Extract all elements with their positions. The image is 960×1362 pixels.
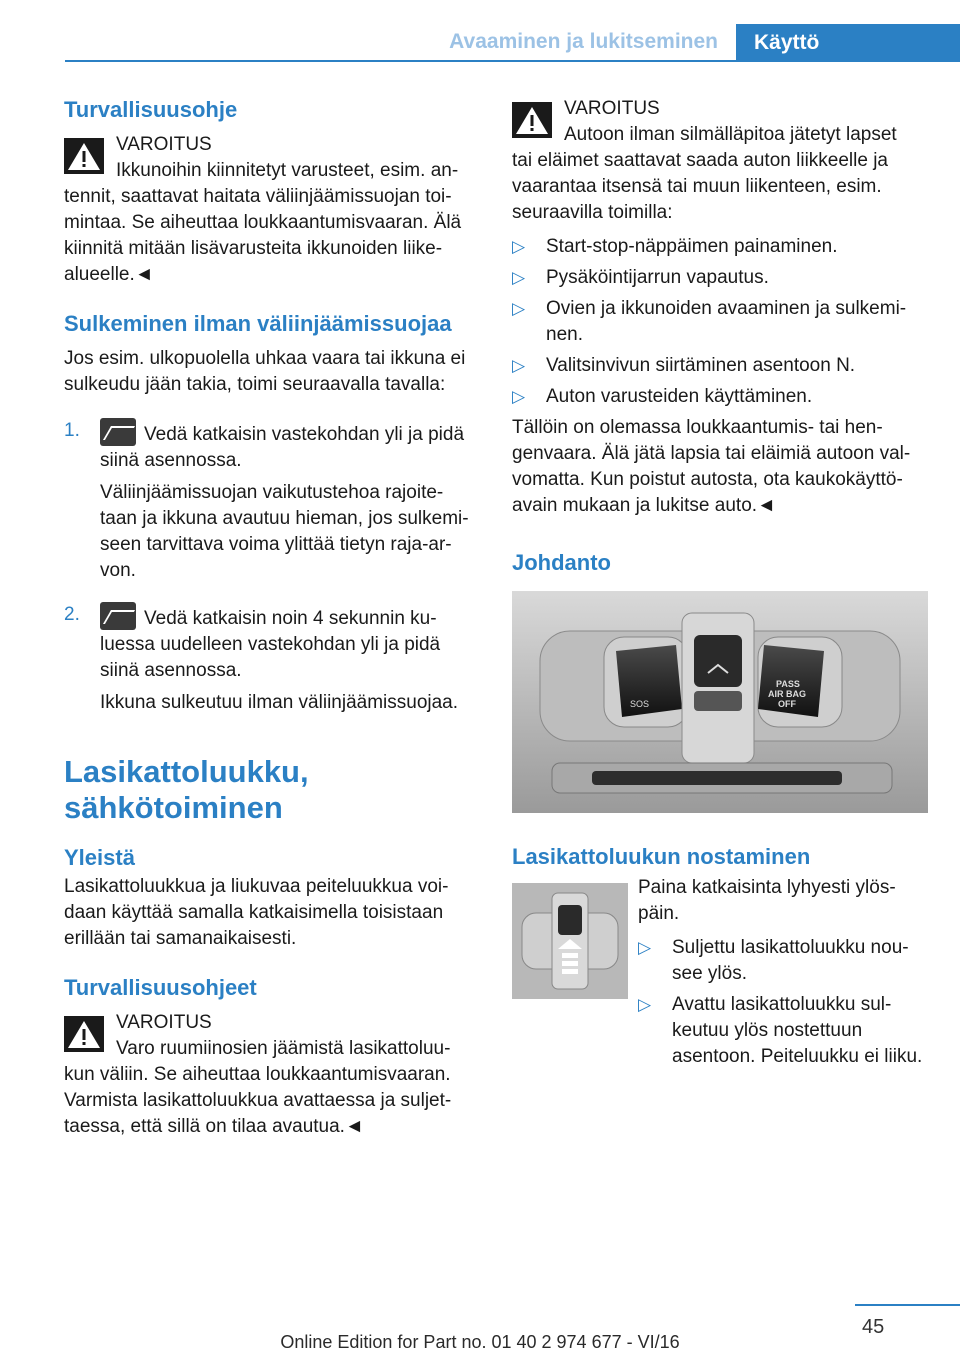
intro-heading: Johdanto xyxy=(512,550,611,575)
window-switch-icon xyxy=(100,602,136,630)
safety-heading-2: Turvallisuusohjeet xyxy=(64,975,257,1000)
warning-text-first-line: Autoon ilman silmälläpitoa jätetyt lapset xyxy=(564,124,897,145)
warning-label: VAROITUS xyxy=(116,1012,212,1033)
warning-text: tennit, saattavat haitata väliinjäämissuojan toi-mintaa. Se aiheuttaa loukkaantumisvaaran. Älä kiinnitä mitään lisävarusteita ikkunoiden liike-alueelle.◄ xyxy=(64,186,462,285)
safety-heading: Turvallisuusohje xyxy=(64,97,238,122)
list-item xyxy=(638,992,928,1070)
warning-label: VAROITUS xyxy=(116,134,212,155)
step-note: Ikkuna sulkeutuu ilman väliinjäämissuojaa. xyxy=(100,692,459,713)
step-note: Väliinjäämissuojan vaikutustehoa rajoite-taan ja ikkuna avautuu hieman, jos sulkemi-seen tarvittava voima ylittää tietyn raja-ar-von. xyxy=(100,482,469,581)
list-item xyxy=(512,265,928,291)
warning-text-first-line: Varo ruumiinosien jäämistä lasikattoluu- xyxy=(116,1038,451,1059)
list-item-text: Suljettu lasikattoluukku nou-see ylös. xyxy=(672,937,909,984)
bullet-triangle-icon: ▷ xyxy=(512,268,526,287)
bullet-triangle-icon: ▷ xyxy=(638,995,652,1014)
step-1 xyxy=(64,418,480,584)
warning-triangle-icon xyxy=(64,138,104,174)
chapter-heading-line-1: Lasikattoluukku, xyxy=(64,754,309,789)
passenger-airbag-label-2: AIR BAG xyxy=(768,689,806,699)
warning-text: tai eläimet saattavat saada auton liikkeelle ja vaarantaa itsensä tai muun liikenteen, esim. seuraavilla toimilla: xyxy=(512,150,889,223)
warning-box xyxy=(64,1010,480,1140)
closing-heading: Sulkeminen ilman väliinjäämissuojaa xyxy=(64,311,452,336)
step-number: 1. xyxy=(64,420,80,441)
header-section-title: Avaaminen ja lukitseminen xyxy=(449,30,718,53)
left-column xyxy=(64,96,480,1140)
general-heading: Yleistä xyxy=(64,845,135,870)
window-switch-icon xyxy=(100,418,136,446)
list-item-text: Ovien ja ikkunoiden avaaminen ja sulkemi-nen. xyxy=(546,298,907,345)
list-item xyxy=(512,353,928,379)
overhead-console-photo xyxy=(512,591,928,813)
warning-text-first-line: Ikkunoihin kiinnitetyt varusteet, esim. an- xyxy=(116,160,459,181)
raising-content xyxy=(638,875,928,1070)
list-item-text: Valitsinvivun siirtäminen asentoon N. xyxy=(546,355,856,376)
page-number: 45 xyxy=(862,1316,885,1338)
warning-conclusion: Tällöin on olemassa loukkaantumis- tai hen-genvaara. Älä jätä lapsia tai eläimiä autoon val-vomatta. Kun poistut autosta, ota kaukokäyttö-avain mukaan ja lukitse auto.◄ xyxy=(512,417,911,516)
bullet-triangle-icon: ▷ xyxy=(512,299,526,318)
sos-label: SOS xyxy=(630,699,650,709)
list-item-text: Start-stop-näppäimen painaminen. xyxy=(546,236,838,257)
raising-heading: Lasikattoluukun nostaminen xyxy=(512,844,811,869)
bullet-triangle-icon: ▷ xyxy=(512,237,526,256)
warning-box xyxy=(512,96,928,226)
step-text: Vedä katkaisin noin 4 sekunnin ku-luessa uudelleen vastekohdan yli ja pidä siinä asennossa. xyxy=(100,608,441,681)
list-item-text: Avattu lasikattoluukku sul-keutuu ylös nostettuun asentoon. Peiteluukku ei liiku. xyxy=(672,994,923,1067)
sunroof-switch-photo xyxy=(512,883,628,999)
passenger-airbag-label-1: PASS xyxy=(776,679,800,689)
list-item xyxy=(638,935,928,987)
footer-edition-text: Online Edition for Part no. 01 40 2 974 677 - VI/16 xyxy=(280,1332,680,1352)
raising-list xyxy=(638,935,928,1070)
raising-text: Paina katkaisinta lyhyesti ylös-päin. xyxy=(638,877,896,924)
action-list xyxy=(512,234,928,410)
list-item-text: Auton varusteiden käyttäminen. xyxy=(546,386,813,407)
footer-rule xyxy=(855,1304,960,1306)
raising-section xyxy=(512,875,928,1115)
step-2 xyxy=(64,602,480,716)
warning-triangle-icon xyxy=(512,102,552,138)
right-column xyxy=(512,96,928,1115)
general-text: Lasikattoluukkua ja liukuvaa peiteluukkua voi-daan käyttää samalla katkaisimella toisistaan erillään tai samanaikaisesti. xyxy=(64,876,449,949)
header-chapter-tab: Käyttö xyxy=(736,24,960,62)
warning-label: VAROITUS xyxy=(564,98,660,119)
step-text: Vedä katkaisin vastekohdan yli ja pidä siinä asennossa. xyxy=(100,424,465,471)
list-item xyxy=(512,296,928,348)
bullet-triangle-icon: ▷ xyxy=(512,387,526,406)
header-rule xyxy=(65,60,960,62)
list-item xyxy=(512,234,928,260)
warning-triangle-icon xyxy=(64,1016,104,1052)
list-item-text: Pysäköintijarrun vapautus. xyxy=(546,267,769,288)
bullet-triangle-icon: ▷ xyxy=(638,938,652,957)
bullet-triangle-icon: ▷ xyxy=(512,356,526,375)
list-item xyxy=(512,384,928,410)
warning-text: kun väliin. Se aiheuttaa loukkaantumisvaaran. Varmista lasikattoluukkua avattaessa ja suljet-taessa, että sillä on tilaa avautua.◄ xyxy=(64,1064,452,1137)
chapter-heading xyxy=(64,754,480,826)
chapter-heading-line-2: sähkötoiminen xyxy=(64,790,283,825)
warning-box xyxy=(64,132,480,288)
step-number: 2. xyxy=(64,604,80,625)
closing-text: Jos esim. ulkopuolella uhkaa vaara tai ikkuna ei sulkeudu jään takia, toimi seuraavalla tavalla: xyxy=(64,348,466,395)
passenger-airbag-label-3: OFF xyxy=(778,699,796,709)
